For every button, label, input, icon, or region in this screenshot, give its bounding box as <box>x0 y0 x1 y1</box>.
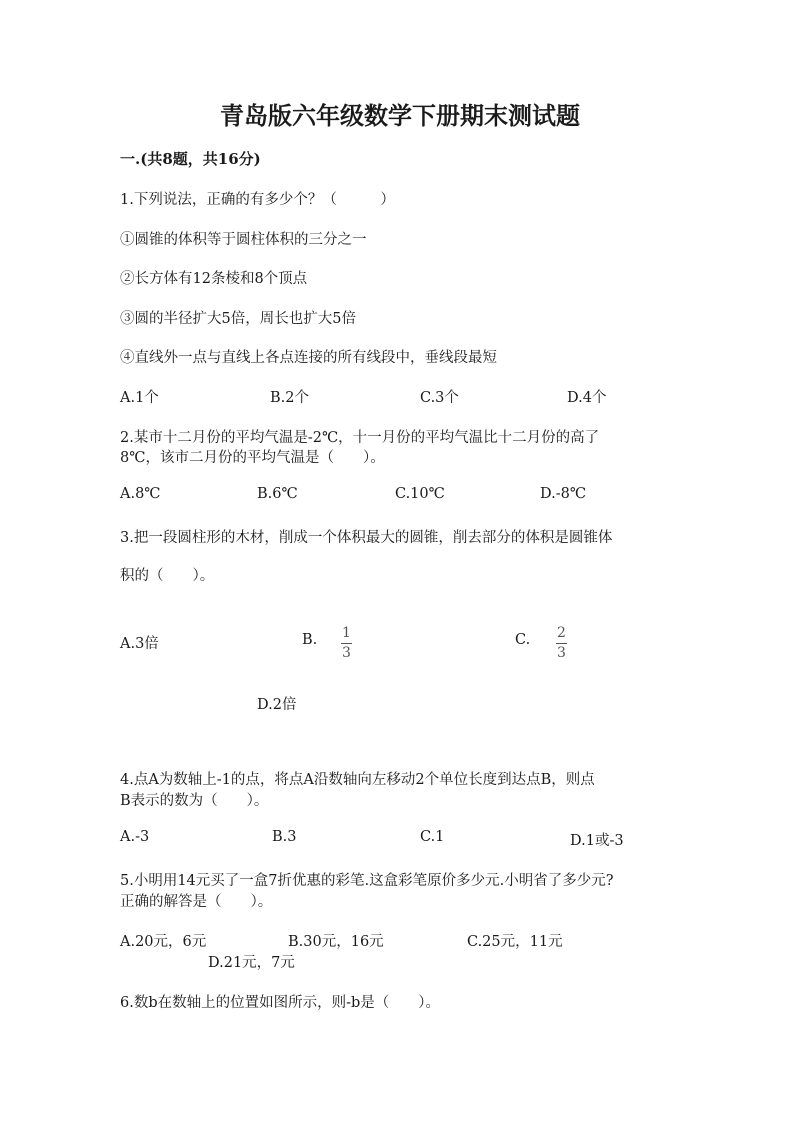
question-3-stem-line-2: 积的（ ）。 <box>120 568 215 584</box>
question-1-stem: 1.下列说法，正确的有多少个？（ ） <box>120 192 395 208</box>
question-1-statement-2: ②长方体有12条棱和8个顶点 <box>120 271 308 287</box>
question-1-statement-3: ③圆的半径扩大5倍，周长也扩大5倍 <box>120 311 356 327</box>
fraction-denominator: 3 <box>342 644 351 661</box>
section-heading: 一.(共8题，共16分) <box>120 150 261 168</box>
question-2-option-d: D.-8℃ <box>540 486 587 502</box>
question-1-statement-4: ④直线外一点与直线上各点连接的所有线段中，垂线段最短 <box>120 350 497 366</box>
question-5-stem-line-2: 正确的解答是（ ）。 <box>120 894 273 910</box>
question-6-stem: 6.数b在数轴上的位置如图所示，则-b是（ ）。 <box>120 995 441 1011</box>
question-3-stem-line-1: 3.把一段圆柱形的木材，削成一个体积最大的圆锥，削去部分的体积是圆锥体 <box>120 530 613 546</box>
question-2-option-c: C.10℃ <box>395 486 445 502</box>
fraction-numerator: 2 <box>557 625 566 641</box>
question-4-option-b: B.3 <box>272 829 297 845</box>
question-5-option-b: B.30元，16元 <box>288 934 384 950</box>
question-4-stem-line-1: 4.点A为数轴上-1的点，将点A沿数轴向左移动2个单位长度到达点B，则点 <box>120 772 595 788</box>
question-4-option-d: D.1或-3 <box>570 833 624 849</box>
question-3-option-c-fraction <box>556 626 567 660</box>
fraction-denominator: 3 <box>557 644 566 661</box>
question-3-option-b-label: B. <box>302 632 318 648</box>
question-5-option-a: A.20元，6元 <box>120 934 207 950</box>
question-3-option-d: D.2倍 <box>257 697 297 713</box>
question-2-option-a: A.8℃ <box>120 486 161 502</box>
question-1-option-b: B.2个 <box>270 390 309 406</box>
question-2-stem-line-1: 2.某市十二月份的平均气温是-2℃，十一月份的平均气温比十二月份的高了 <box>120 430 600 446</box>
question-2-option-b: B.6℃ <box>257 486 298 502</box>
question-3-option-b-fraction <box>341 626 352 660</box>
question-1-option-a: A.1个 <box>120 390 159 406</box>
question-4-stem-line-2: B表示的数为（ ）。 <box>120 793 269 809</box>
question-4-option-c: C.1 <box>420 829 445 845</box>
page-title: 青岛版六年级数学下册期末测试题 <box>220 101 580 130</box>
question-1-statement-1: ①圆锥的体积等于圆柱体积的三分之一 <box>120 232 367 248</box>
question-5-stem-line-1: 5.小明用14元买了一盒7折优惠的彩笔.这盒彩笔原价多少元.小明省了多少元? <box>120 873 614 889</box>
question-5-option-c: C.25元，11元 <box>467 934 563 950</box>
question-3-option-c-label: C. <box>515 632 531 648</box>
fraction-bar <box>341 643 352 644</box>
question-4-option-a: A.-3 <box>120 829 150 845</box>
question-5-option-d: D.21元，7元 <box>208 955 295 971</box>
question-3-option-a: A.3倍 <box>120 636 159 652</box>
fraction-numerator: 1 <box>342 625 351 641</box>
question-1-option-d: D.4个 <box>567 390 607 406</box>
question-2-stem-line-2: 8℃，该市二月份的平均气温是（ ）。 <box>120 450 385 466</box>
fraction-bar <box>556 643 567 644</box>
question-1-option-c: C.3个 <box>420 390 459 406</box>
